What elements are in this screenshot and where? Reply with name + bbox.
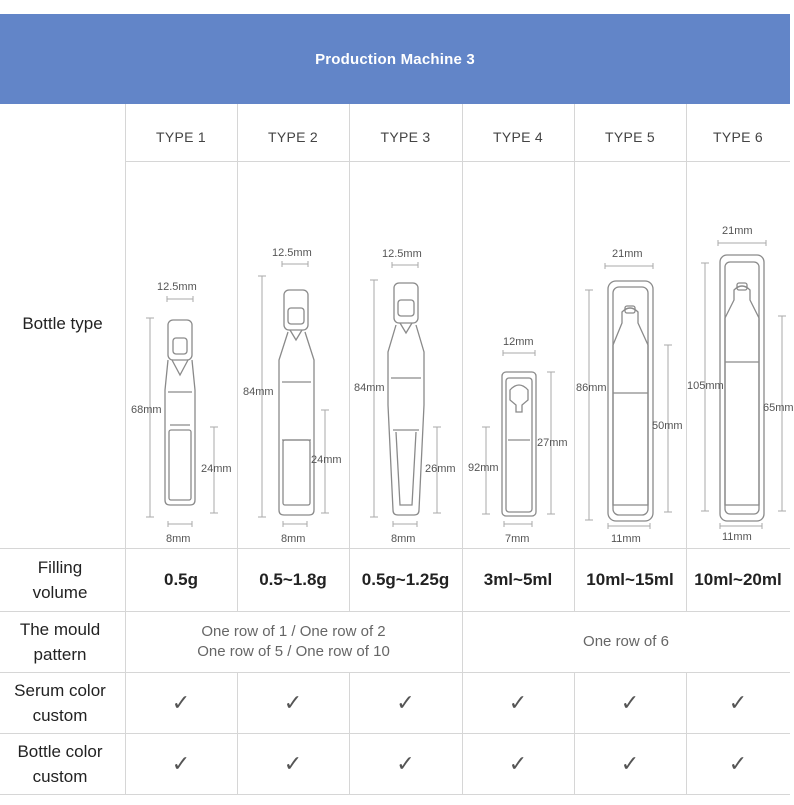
bottle-color-check: ✓ (396, 751, 415, 776)
row-label-filling-volume: Filling volume (32, 558, 88, 602)
height-label: 84mm (354, 382, 385, 394)
width-label: 12.5mm (157, 281, 197, 293)
bottle-color-check: ✓ (620, 751, 640, 776)
row-label-mould-pattern: The mould pattern (19, 620, 101, 664)
serum-color-check: ✓ (620, 690, 640, 715)
base-label: 11mm (722, 531, 752, 543)
filling-volume-value: 10ml~15ml (586, 570, 674, 589)
page-title: Production Machine 3 (315, 50, 475, 68)
type-header: TYPE 4 (492, 129, 544, 145)
serum-color-check: ✓ (508, 690, 528, 715)
width-label: 21mm (722, 225, 753, 237)
filling-volume-value: 0.5g~1.25g (361, 570, 450, 589)
width-label: 12.5mm (382, 248, 422, 260)
width-label: 21mm (612, 248, 643, 260)
body-label: 24mm (311, 454, 342, 466)
height-label: 92mm (468, 462, 499, 474)
bottle-color-check: ✓ (508, 751, 528, 776)
body-label: 50mm (652, 420, 683, 432)
serum-color-check: ✓ (728, 690, 748, 715)
row-label-serum-color: Serum color custom (14, 681, 106, 725)
bottle-color-check: ✓ (728, 751, 748, 776)
type-header: TYPE 3 (380, 129, 431, 145)
filling-volume-value: 3ml~5ml (483, 570, 553, 589)
filling-volume-value: 0.5g (163, 570, 199, 589)
type-header: TYPE 6 (712, 129, 764, 145)
height-label: 105mm (687, 380, 724, 392)
body-label: 24mm (201, 463, 232, 475)
serum-color-check: ✓ (283, 690, 303, 715)
type-header: TYPE 2 (267, 129, 319, 145)
filling-volume-value: 10ml~20ml (694, 570, 782, 589)
type-header: TYPE 5 (604, 129, 656, 145)
mould-pattern-right: One row of 6 (583, 633, 669, 650)
height-label: 84mm (243, 386, 274, 398)
base-label: 8mm (166, 533, 191, 545)
serum-color-check: ✓ (396, 690, 415, 715)
body-label: 65mm (763, 402, 794, 414)
filling-volume-value: 0.5~1.8g (259, 570, 327, 589)
serum-color-check: ✓ (171, 690, 191, 715)
width-label: 12mm (503, 336, 534, 348)
base-label: 11mm (611, 533, 641, 545)
row-label-bottle-type: Bottle type (22, 313, 103, 333)
base-label: 8mm (391, 533, 416, 545)
base-label: 7mm (505, 533, 530, 545)
row-label-bottle-color: Bottle color custom (17, 742, 103, 786)
bottle-color-check: ✓ (171, 751, 191, 776)
height-label: 86mm (576, 382, 607, 394)
base-label: 8mm (281, 533, 306, 545)
body-label: 26mm (425, 463, 456, 475)
width-label: 12.5mm (272, 247, 312, 259)
height-label: 68mm (131, 404, 162, 416)
mould-pattern-left: One row of 1 / One row of 2 One row of 5 / One row of 10 (197, 623, 390, 660)
body-label: 27mm (537, 437, 568, 449)
bottle-color-check: ✓ (283, 751, 303, 776)
type-header: TYPE 1 (155, 129, 207, 145)
